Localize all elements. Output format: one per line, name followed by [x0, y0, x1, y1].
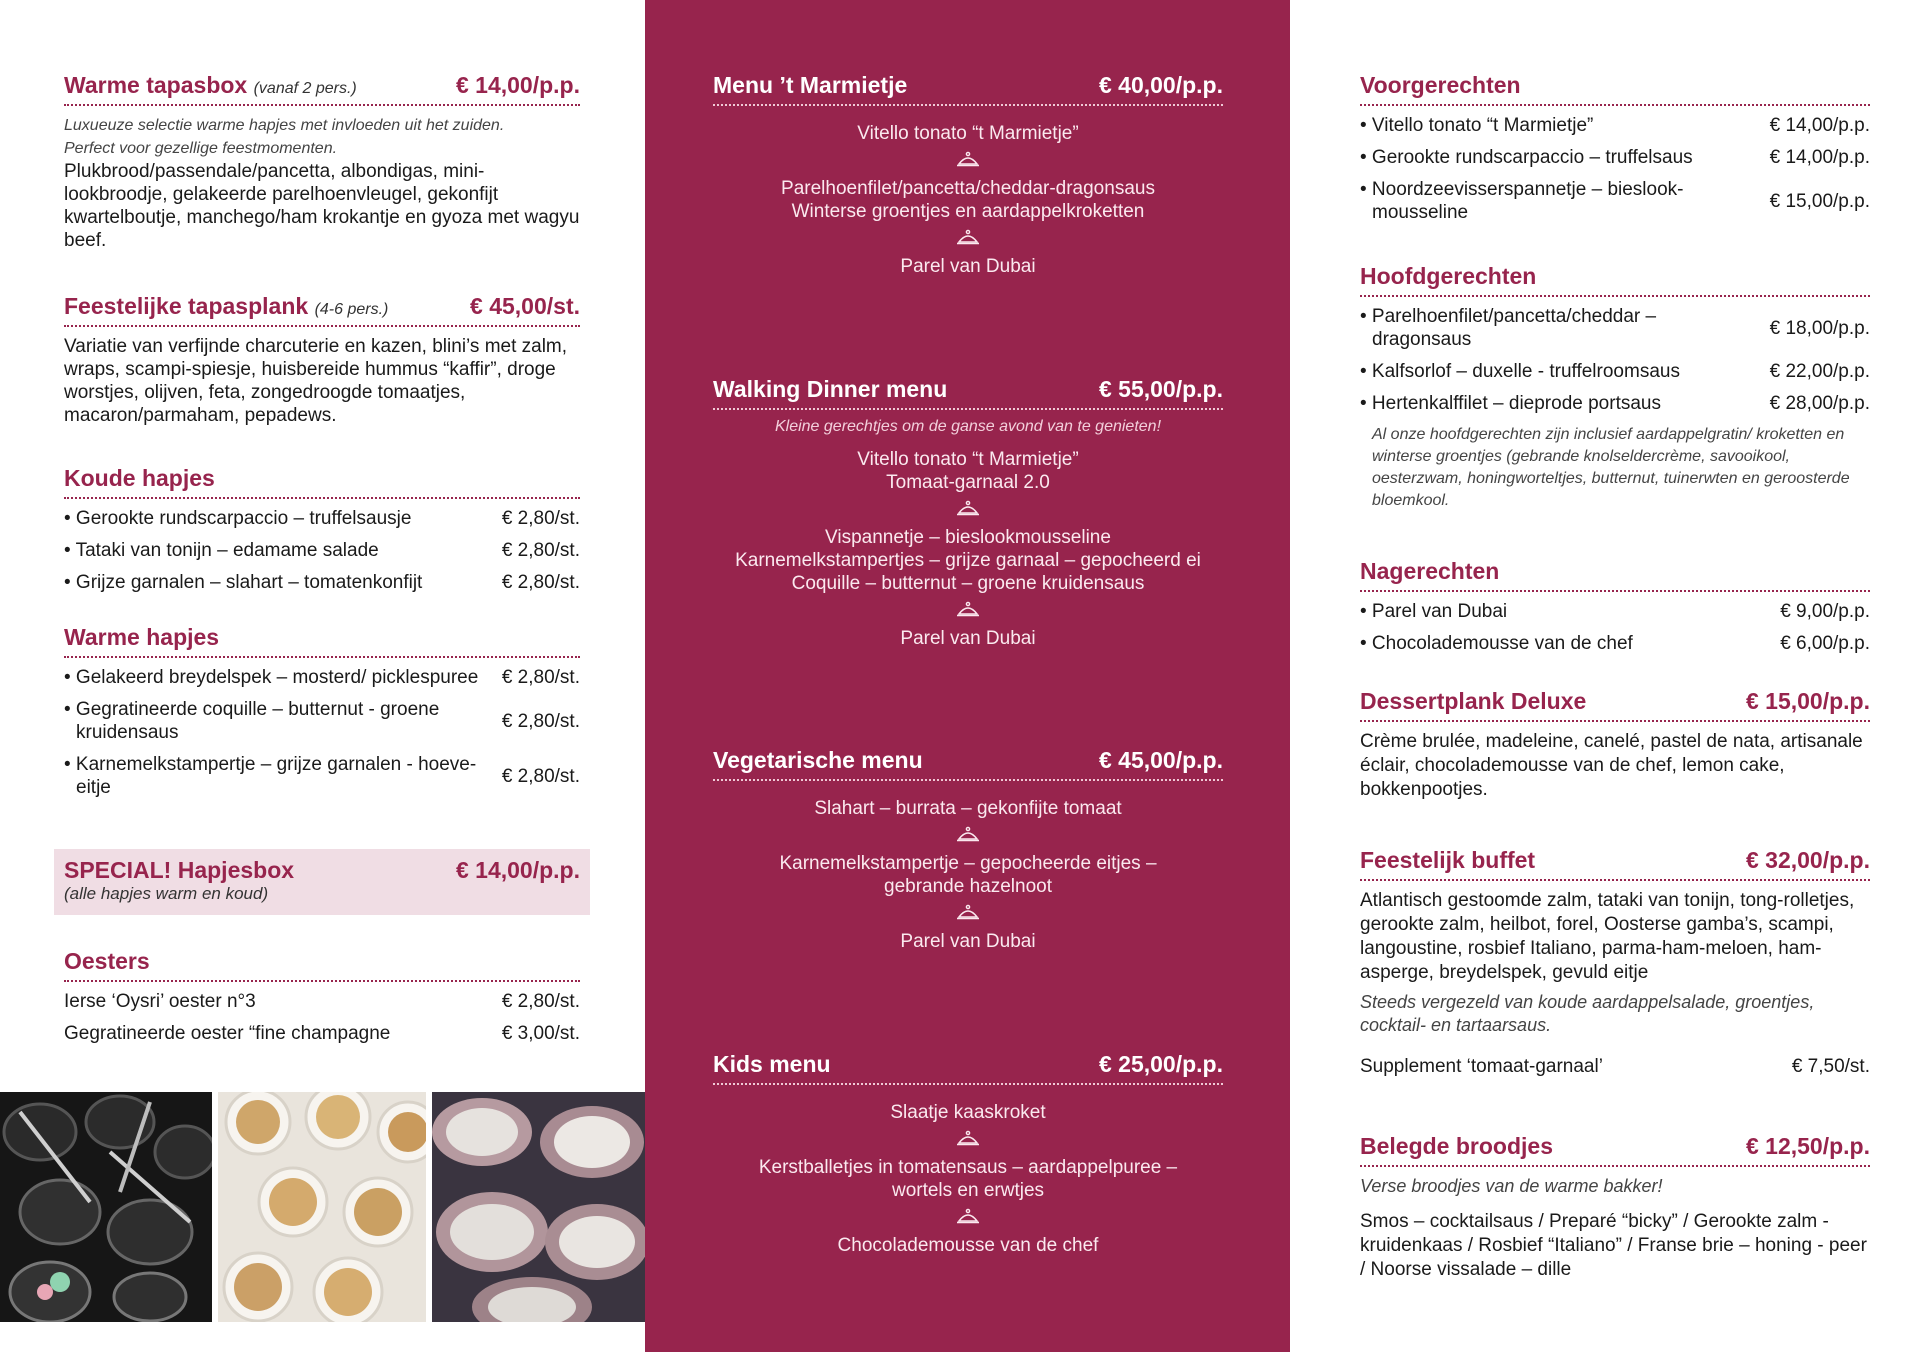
- item-name: Ierse ‘Oysri’ oester n°3: [64, 991, 256, 1012]
- section-warme-tapasbox: [64, 72, 580, 252]
- section-note: Verse broodjes van de warme bakker!: [1360, 1176, 1663, 1196]
- section-header: [1360, 1133, 1870, 1167]
- section-title: Kids menu: [713, 1051, 831, 1077]
- section-header: [64, 293, 580, 327]
- section-price: € 15,00/p.p.: [1745, 688, 1870, 714]
- menu-note: Kleine gerechtjes om de ganse avond van te genieten!: [774, 418, 1162, 435]
- menu-course: [713, 177, 1223, 223]
- section-note: Steeds vergezeld van koude aardappelsalade, groentjes, cocktail- en tartaarsaus.: [1360, 992, 1815, 1035]
- item-price: € 14,00/p.p.: [1769, 115, 1870, 136]
- cloche-icon: [713, 601, 1223, 619]
- section-title: Nagerechten: [1360, 558, 1500, 584]
- item-price: € 2,80/st.: [501, 508, 580, 529]
- menu-vegetarisch: [713, 747, 1223, 957]
- section-body: Atlantisch gestoomde zalm, tataki van tonijn, tong-rolletjes, gerookte zalm, heilbot, forel, Oosterse gamba’s, scampi, langoustine, rosbief Italiano, parma-ham-meloen, ham-asperge, breydelspek, gevuld eitje: [1360, 890, 1855, 983]
- list: [64, 990, 580, 1045]
- menu-walking-dinner: [713, 376, 1223, 654]
- course-line: Parelhoenfilet/pancetta/cheddar-dragonsaus: [781, 178, 1155, 199]
- section-header: [1360, 263, 1870, 297]
- section-header: [713, 1051, 1223, 1085]
- item-name: • Tataki van tonijn – edamame salade: [64, 540, 379, 561]
- section-title: Voorgerechten: [1360, 72, 1521, 98]
- list-item: [1360, 392, 1870, 415]
- section-tapasplank: [64, 293, 580, 427]
- section-nagerechten: [1360, 558, 1870, 664]
- list: [1360, 305, 1870, 415]
- section-header: [713, 72, 1223, 106]
- menu-kids: [713, 1051, 1223, 1261]
- menu-course: [713, 852, 1223, 898]
- list-item: [64, 571, 580, 594]
- item-price: € 18,00/p.p.: [1769, 317, 1870, 339]
- section-buffet: [1360, 847, 1870, 1087]
- section-title: Warme hapjes: [64, 624, 220, 650]
- item-name: • Karnemelkstampertje – grijze garnalen - hoeve-eitje: [64, 754, 477, 798]
- item-name: • Noordzeevisserspannetje – bieslook-mousseline: [1360, 179, 1684, 223]
- menu-courses: [713, 122, 1223, 278]
- course-line: Parel van Dubai: [900, 931, 1036, 952]
- list-item: [1360, 178, 1870, 224]
- course-line: Winterse groentjes en aardappelkroketten: [791, 201, 1145, 222]
- item-price: € 2,80/st.: [501, 991, 580, 1012]
- item-name: • Chocolademousse van de chef: [1360, 633, 1633, 654]
- list-item: [64, 539, 580, 562]
- course-line: gebrande hazelnoot: [884, 876, 1052, 897]
- course-line: Kerstballetjes in tomatensaus – aardappelpuree –: [758, 1157, 1178, 1178]
- section-price: € 25,00/p.p.: [1098, 1051, 1223, 1077]
- section-header: [1360, 847, 1870, 881]
- section-koude-hapjes: [64, 465, 580, 603]
- item-name: • Gerookte rundscarpaccio – truffelsaus: [1360, 147, 1693, 168]
- item-price: € 2,80/st.: [501, 710, 580, 732]
- course-line: Coquille – butternut – groene kruidensaus: [791, 573, 1145, 594]
- menu-course: [713, 1156, 1223, 1202]
- photo-bowls: [218, 1092, 426, 1322]
- course-line: Chocolademousse van de chef: [837, 1235, 1099, 1256]
- list-item: [64, 666, 580, 689]
- supplement-name: Supplement ‘tomaat-garnaal’: [1360, 1056, 1603, 1077]
- intro-line: Perfect voor gezellige feestmomenten.: [64, 140, 338, 157]
- item-price: € 6,00/p.p.: [1780, 633, 1870, 654]
- photo-verrines: [0, 1092, 212, 1322]
- course-line: Slahart – burrata – gekonfijte tomaat: [814, 798, 1122, 819]
- section-price: € 32,00/p.p.: [1745, 847, 1870, 873]
- section-oesters: [64, 948, 580, 1054]
- menu-course: [713, 526, 1223, 595]
- item-name: • Vitello tonato “t Marmietje”: [1360, 115, 1594, 136]
- list: [1360, 600, 1870, 655]
- cloche-icon: [713, 904, 1223, 922]
- item-name: Gegratineerde oester “fine champagne: [64, 1023, 391, 1044]
- item-name: • Gerookte rundscarpaccio – truffelsausje: [64, 508, 412, 529]
- left-column: [0, 0, 645, 1352]
- section-title: Koude hapjes: [64, 465, 215, 491]
- section-header: [64, 72, 580, 106]
- menu-marmietje: [713, 72, 1223, 282]
- section-header: [1360, 72, 1870, 106]
- menu-course: [713, 930, 1223, 953]
- section-warme-hapjes: [64, 624, 580, 808]
- menu-courses: [713, 1101, 1223, 1257]
- item-price: € 28,00/p.p.: [1769, 393, 1870, 414]
- list-item: [64, 1022, 580, 1045]
- section-title: Oesters: [64, 948, 150, 974]
- course-line: Slaatje kaaskroket: [890, 1102, 1046, 1123]
- special-subtitle: (alle hapjes warm en koud): [64, 884, 269, 903]
- list-item: [64, 698, 580, 744]
- section-header: [64, 624, 580, 658]
- item-price: € 2,80/st.: [501, 540, 580, 561]
- section-hoofdgerechten: [1360, 263, 1870, 512]
- course-line: Parel van Dubai: [900, 628, 1036, 649]
- item-name: • Grijze garnalen – slahart – tomatenkonfijt: [64, 572, 423, 593]
- section-price: € 55,00/p.p.: [1098, 376, 1223, 402]
- menu-course: [713, 1234, 1223, 1257]
- section-price: € 12,50/p.p.: [1745, 1133, 1870, 1159]
- section-title: Belegde broodjes: [1360, 1133, 1553, 1159]
- section-price: € 40,00/p.p.: [1098, 72, 1223, 98]
- section-header: [713, 747, 1223, 781]
- list: [1360, 114, 1870, 224]
- list: [64, 666, 580, 799]
- course-line: Vitello tonato “t Marmietje”: [857, 449, 1079, 470]
- section-header: [64, 465, 580, 499]
- section-body: Smos – cocktailsaus / Preparé “bicky” / Gerookte zalm - kruidenkaas / Rosbief “Italiano” / Franse brie – honing - peer / Noorse vissalade – dille: [1360, 1211, 1867, 1280]
- section-note: Al onze hoofdgerechten zijn inclusief aardappelgratin/ kroketten en winterse groentjes (gebrande knolseldercrème, savooikool, oesterzwam, honingworteltjes, butternut, tuinerwten en geroosterde bloemkool.: [1372, 426, 1850, 509]
- menu-course: [713, 1101, 1223, 1124]
- menu-course: [713, 797, 1223, 820]
- section-broodjes: [1360, 1133, 1870, 1282]
- item-price: € 3,00/st.: [501, 1023, 580, 1044]
- list-item: [1360, 632, 1870, 655]
- item-price: € 22,00/p.p.: [1769, 361, 1870, 382]
- item-name: • Parel van Dubai: [1360, 601, 1508, 622]
- item-price: € 2,80/st.: [501, 765, 580, 787]
- cloche-icon: [713, 826, 1223, 844]
- list: [64, 507, 580, 594]
- item-name: • Kalfsorlof – duxelle - truffelroomsaus: [1360, 361, 1680, 382]
- item-price: € 2,80/st.: [501, 572, 580, 593]
- cloche-icon: [713, 229, 1223, 247]
- cloche-icon: [713, 1130, 1223, 1148]
- supplement-row: [1360, 1055, 1870, 1078]
- section-header: [713, 376, 1223, 410]
- section-body: Crème brulée, madeleine, canelé, pastel de nata, artisanale éclair, chocolademousse van de chef, lemon cake, bokkenpootjes.: [1360, 731, 1863, 800]
- section-price: € 14,00/p.p.: [455, 72, 580, 98]
- course-line: Vitello tonato “t Marmietje”: [857, 123, 1079, 144]
- cloche-icon: [713, 500, 1223, 518]
- special-title: SPECIAL! Hapjesbox: [64, 857, 295, 883]
- list-item: [1360, 114, 1870, 137]
- section-title: Walking Dinner menu: [713, 376, 948, 402]
- list-item: [1360, 146, 1870, 169]
- list-item: [64, 990, 580, 1013]
- section-price: € 45,00/st.: [470, 293, 580, 319]
- section-dessertplank: [1360, 688, 1870, 802]
- course-line: wortels en erwtjes: [891, 1180, 1045, 1201]
- section-title: Hoofdgerechten: [1360, 263, 1537, 289]
- list-item: [64, 753, 580, 799]
- item-price: € 2,80/st.: [501, 667, 580, 688]
- section-body: Plukbrood/passendale/pancetta, albondigas, mini-lookbroodje, gelakeerde parelhoenvleugel, gekonfijt kwartelboutje, manchego/ham krokantje en gyoza met wagyu beef.: [64, 161, 580, 251]
- course-line: Karnemelkstampertje – gepocheerde eitjes –: [779, 853, 1157, 874]
- section-title: Menu ’t Marmietje: [713, 72, 908, 98]
- item-price: € 14,00/p.p.: [1769, 147, 1870, 168]
- special-price: € 14,00/p.p.: [455, 857, 580, 883]
- section-voorgerechten: [1360, 72, 1870, 233]
- list-item: [1360, 360, 1870, 383]
- menu-course: [713, 122, 1223, 145]
- list-item: [64, 507, 580, 530]
- intro-line: Luxueuze selectie warme hapjes met invloeden uit het zuiden.: [64, 117, 505, 134]
- menu-course: [713, 448, 1223, 494]
- right-column: [1290, 0, 1920, 1352]
- section-price: € 45,00/p.p.: [1098, 747, 1223, 773]
- menu-courses: [713, 797, 1223, 953]
- section-title: Feestelijke tapasplank (4-6 pers.): [64, 293, 389, 319]
- section-title: Vegetarische menu: [713, 747, 923, 773]
- item-name: • Gelakeerd breydelspek – mosterd/ picklespuree: [64, 667, 479, 688]
- menu-courses: [713, 448, 1223, 650]
- course-line: Parel van Dubai: [900, 256, 1036, 277]
- item-price: € 9,00/p.p.: [1780, 601, 1870, 622]
- section-title: Feestelijk buffet: [1360, 847, 1536, 873]
- item-price: € 15,00/p.p.: [1769, 190, 1870, 212]
- course-line: Karnemelkstampertjes – grijze garnaal – gepocheerd ei: [735, 550, 1201, 571]
- course-line: Vispannetje – bieslookmousseline: [825, 527, 1111, 548]
- item-name: • Hertenkalffilet – dieprode portsaus: [1360, 393, 1661, 414]
- section-header: [1360, 558, 1870, 592]
- list-item: [1360, 305, 1870, 351]
- list-item: [1360, 600, 1870, 623]
- course-line: Tomaat-garnaal 2.0: [886, 472, 1050, 493]
- section-title: Warme tapasbox (vanaf 2 pers.): [64, 72, 357, 98]
- section-header: [64, 948, 580, 982]
- menu-course: [713, 627, 1223, 650]
- item-name: • Gegratineerde coquille – butternut - groene kruidensaus: [64, 699, 440, 743]
- section-title: Dessertplank Deluxe: [1360, 688, 1587, 714]
- middle-column: [645, 0, 1290, 1352]
- menu-course: [713, 255, 1223, 278]
- item-name: • Parelhoenfilet/pancetta/cheddar – dragonsaus: [1360, 306, 1657, 350]
- cloche-icon: [713, 151, 1223, 169]
- section-body: Variatie van verfijnde charcuterie en kazen, blini’s met zalm, wraps, scampi-spiesje, huisbereide hummus “kaffir”, droge worstjes, olijven, feta, zongedroogde tomaatjes, macaron/parmaham, pepadews.: [64, 336, 568, 426]
- supplement-price: € 7,50/st.: [1791, 1056, 1870, 1077]
- photo-coquilles: [432, 1092, 645, 1322]
- special-hapjesbox: [54, 849, 590, 915]
- cloche-icon: [713, 1208, 1223, 1226]
- section-header: [1360, 688, 1870, 722]
